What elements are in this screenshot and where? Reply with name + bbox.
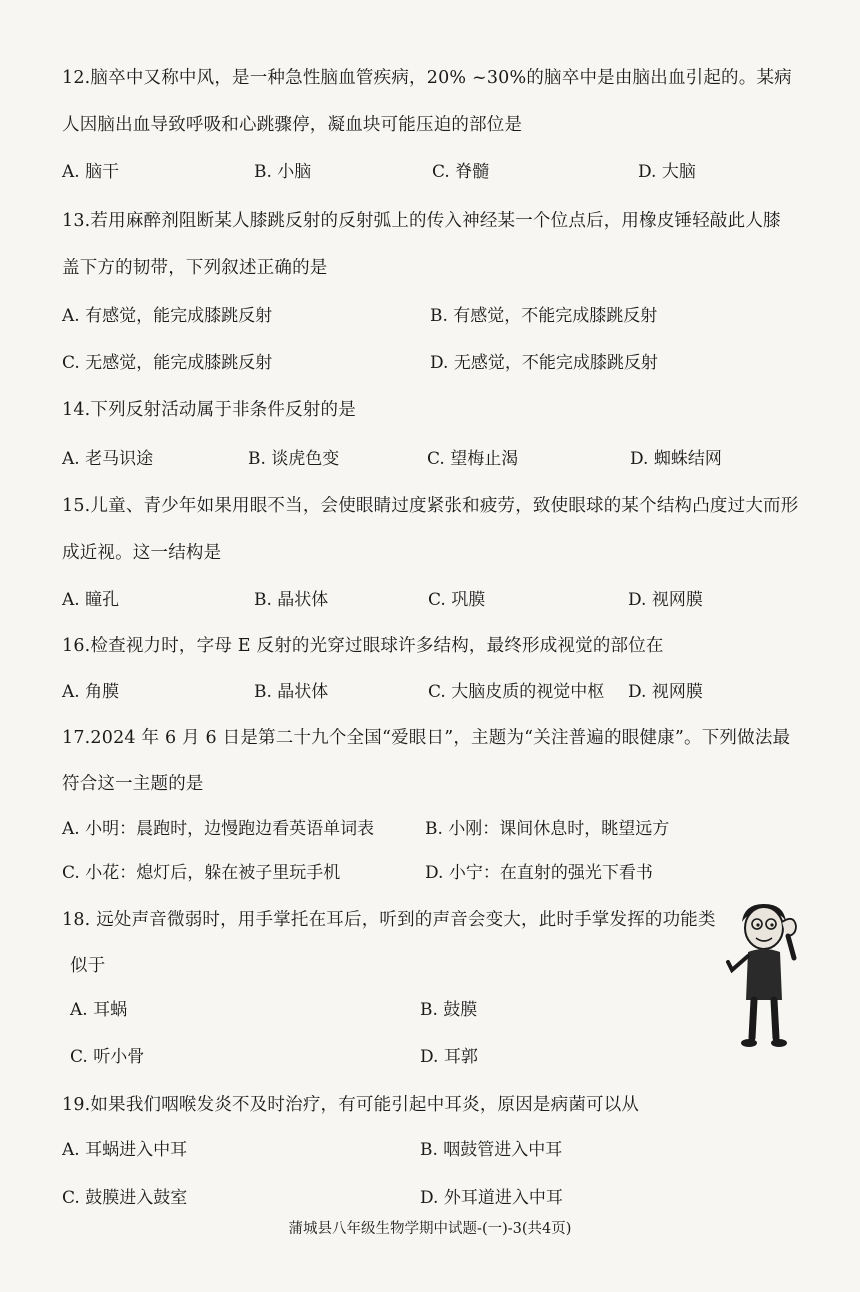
question-18-option-d: D. 耳郭 <box>420 1047 478 1067</box>
question-15-option-a: A. 瞳孔 <box>62 590 120 610</box>
question-12-option-c: C. 脊髓 <box>432 162 490 182</box>
question-13-option-a: A. 有感觉，能完成膝跳反射 <box>62 306 273 326</box>
question-16-option-b: B. 晶状体 <box>254 682 329 702</box>
question-19-option-a: A. 耳蜗进入中耳 <box>62 1140 188 1160</box>
question-17-option-b: B. 小刚：课间休息时，眺望远方 <box>425 819 670 839</box>
question-15-option-c: C. 巩膜 <box>428 590 486 610</box>
question-15-stem-line1: 15.儿童、青少年如果用眼不当，会使眼睛过度紧张和疲劳，致使眼球的某个结构凸度过大而形 <box>62 496 799 516</box>
question-13-option-d: D. 无感觉，不能完成膝跳反射 <box>430 353 658 373</box>
question-12-option-a: A. 脑干 <box>62 162 120 182</box>
question-14-option-c: C. 望梅止渴 <box>427 449 519 469</box>
question-14-stem: 14.下列反射活动属于非条件反射的是 <box>62 400 356 420</box>
page-footer: 蒲城县八年级生物学期中试题-(一)-3(共4页) <box>288 1221 572 1237</box>
question-16-option-c: C. 大脑皮质的视觉中枢 <box>428 682 605 702</box>
question-17-option-c: C. 小花：熄灯后，躲在被子里玩手机 <box>62 863 341 883</box>
question-13-stem-line1: 13.若用麻醉剂阻断某人膝跳反射的反射弧上的传入神经某一个位点后，用橡皮锤轻敲此人膝 <box>62 211 781 231</box>
question-17-stem-line2: 符合这一主题的是 <box>62 774 204 794</box>
question-18-stem-line1: 18. 远处声音微弱时，用手掌托在耳后，听到的声音会变大，此时手掌发挥的功能类 <box>62 910 716 930</box>
question-12-stem-line1: 12.脑卒中又称中风，是一种急性脑血管疾病，20% ~30%的脑卒中是由脑出血引起的。某病 <box>62 68 792 88</box>
question-15-option-b: B. 晶状体 <box>254 590 329 610</box>
question-13-stem-line2: 盖下方的韧带，下列叙述正确的是 <box>62 258 328 278</box>
person-cupping-ear-illustration <box>724 900 804 1050</box>
question-19-option-c: C. 鼓膜进入鼓室 <box>62 1188 188 1208</box>
question-15-stem-line2: 成近视。这一结构是 <box>62 543 222 563</box>
question-17-stem-line1: 17.2024 年 6 月 6 日是第二十九个全国“爱眼日”，主题为“关注普遍的眼健康”。下列做法最 <box>62 728 791 748</box>
question-16-stem: 16.检查视力时，字母 E 反射的光穿过眼球许多结构，最终形成视觉的部位在 <box>62 636 664 656</box>
question-18-stem-line2: 似于 <box>70 956 106 976</box>
question-16-option-d: D. 视网膜 <box>628 682 703 702</box>
question-12-option-d: D. 大脑 <box>638 162 696 182</box>
question-17-option-a: A. 小明：晨跑时，边慢跑边看英语单词表 <box>62 819 375 839</box>
question-16-option-a: A. 角膜 <box>62 682 120 702</box>
question-12-stem-line2: 人因脑出血导致呼吸和心跳骤停，凝血块可能压迫的部位是 <box>62 115 523 135</box>
question-13-option-b: B. 有感觉，不能完成膝跳反射 <box>430 306 658 326</box>
person-icon <box>724 900 804 1050</box>
question-18-option-c: C. 听小骨 <box>70 1047 145 1067</box>
question-14-option-d: D. 蜘蛛结网 <box>630 449 722 469</box>
question-18-option-a: A. 耳蜗 <box>70 1000 128 1020</box>
question-19-option-d: D. 外耳道进入中耳 <box>420 1188 563 1208</box>
question-18-option-b: B. 鼓膜 <box>420 1000 478 1020</box>
question-12-option-b: B. 小脑 <box>254 162 312 182</box>
question-19-option-b: B. 咽鼓管进入中耳 <box>420 1140 563 1160</box>
question-17-option-d: D. 小宁：在直射的强光下看书 <box>425 863 653 883</box>
question-15-option-d: D. 视网膜 <box>628 590 703 610</box>
question-13-option-c: C. 无感觉，能完成膝跳反射 <box>62 353 273 373</box>
question-14-option-b: B. 谈虎色变 <box>248 449 340 469</box>
question-19-stem: 19.如果我们咽喉发炎不及时治疗，有可能引起中耳炎，原因是病菌可以从 <box>62 1095 640 1115</box>
question-14-option-a: A. 老马识途 <box>62 449 154 469</box>
